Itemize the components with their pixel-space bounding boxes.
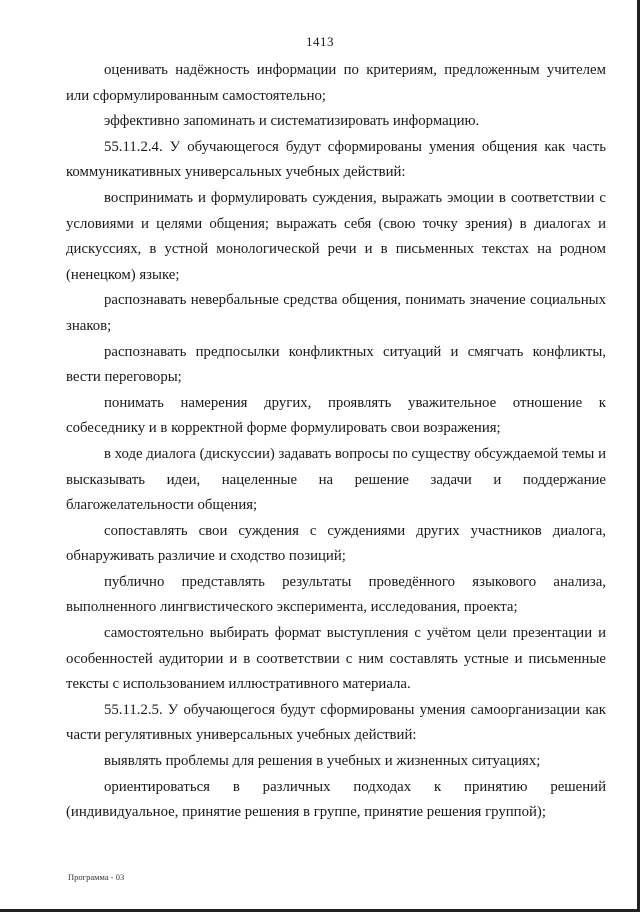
page-content	[66, 58, 606, 826]
footer-label: Программа - 03	[68, 872, 125, 882]
page-number: 1413	[306, 34, 334, 49]
paragraph: в ходе диалога (дискуссии) задавать вопросы по существу обсуждаемой темы и высказывать идеи, нацеленные на решение задачи и поддержание благожелательности общения;	[66, 445, 606, 514]
paragraph: публично представлять результаты проведённого языкового анализа, выполненного лингвистического эксперимента, исследования, проекта;	[66, 573, 606, 616]
paragraph: понимать намерения других, проявлять уважительное отношение к собеседнику и в корректной форме формулировать свои возражения;	[66, 394, 606, 437]
paragraph: воспринимать и формулировать суждения, выражать эмоции в соответствии с условиями и целями общения; выражать себя (свою точку зрения) в диалогах и дискуссиях, в устной монологической речи и в письменных текстах на родном (ненецком) языке;	[66, 189, 606, 283]
section-heading-paragraph: 55.11.2.5. У обучающегося будут сформированы умения самоорганизации как части регулятивных универсальных учебных действий:	[66, 701, 606, 744]
paragraph: эффективно запоминать и систематизировать информацию.	[104, 113, 480, 130]
paragraph: сопоставлять свои суждения с суждениями других участников диалога, обнаруживать различие и сходство позиций;	[66, 522, 606, 565]
paragraph: оценивать надёжность информации по критериям, предложенным учителем или сформулированным самостоятельно;	[66, 62, 606, 104]
paragraph: ориентироваться в различных подходах к принятию решений (индивидуальное, принятие решения в группе, принятие решения группой);	[66, 778, 606, 821]
paragraph: распознавать невербальные средства общения, понимать значение социальных знаков;	[66, 292, 606, 334]
paragraph: выявлять проблемы для решения в учебных и жизненных ситуациях;	[104, 753, 541, 770]
section-heading-paragraph: 55.11.2.4. У обучающегося будут сформированы умения общения как часть коммуникативных универсальных учебных действий:	[66, 138, 606, 181]
paragraph: распознавать предпосылки конфликтных ситуаций и смягчать конфликты, вести переговоры;	[66, 343, 606, 386]
paragraph: самостоятельно выбирать формат выступления с учётом цели презентации и особенностей аудитории и в соответствии с ним составлять устные и письменные тексты с использованием иллюстративного материала.	[66, 625, 606, 693]
